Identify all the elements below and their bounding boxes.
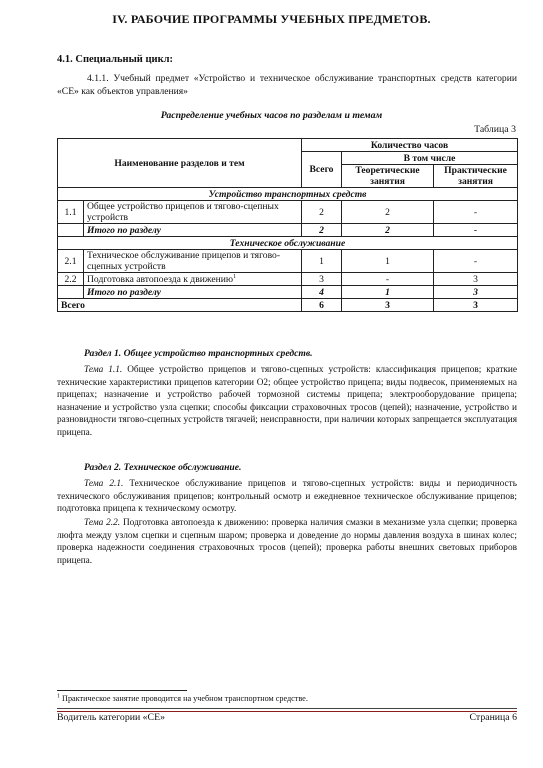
tema-label: Тема 1.1. [84,365,123,375]
tema-text: Подготовка автопоезда к движению: проверка наличия смазки в механизме узла сцепки; проверка люфта между узлом сцепки и сцепным шаром; проверка и доведение до нормы давления воздуха в шинах колес; проверка надежности соединения страховочных тросов (цепей); проверка работы внешних световых приборов прицепа. [57,518,517,566]
header-practice-col: Практические занятия [434,165,518,188]
footnote-divider [57,690,187,691]
footer-left: Водитель категории «СЕ» [57,712,165,723]
subtotal-practice: - [434,224,518,237]
row-practice: - [434,201,518,224]
header-including-col: В том числе [342,152,518,165]
subtotal-theory: 2 [342,224,434,237]
row-total: 3 [302,273,342,286]
distribution-caption: Распределение учебных часов по разделам и темам [160,110,383,121]
subtotal-total: 2 [302,224,342,237]
row-practice: - [434,250,518,273]
section-2-paragraph-1 [57,478,517,516]
tema-text: Техническое обслуживание прицепов и тягово-сцепных устройств: виды и периодичность технического обслуживания прицепов; контрольный осмотр и ежедневное техническое обслуживание прицепов; подготовка прицепа к техническому осмотру. [57,479,517,515]
subtotal-practice: 3 [434,286,518,299]
subtotal-theory: 1 [342,286,434,299]
grand-total-practice: 3 [434,299,518,312]
subject-intro [57,72,517,98]
header-total-col: Всего [302,152,342,188]
header-name-col: Наименование разделов и тем [58,139,302,188]
page-number: Страница 6 [469,712,517,723]
footnote-number: 1 [57,693,60,700]
tema-label: Тема 2.2. [84,518,121,528]
subtotal-total: 4 [302,286,342,299]
subtotal-row [58,224,518,237]
table-row [58,250,518,273]
row-name [84,273,302,286]
row-name-text: Подготовка автопоезда к движению [87,273,234,285]
footnote [57,694,308,703]
header-hours-col: Количество часов [302,139,518,152]
row-total: 1 [302,250,342,273]
chapter-heading: IV. РАБОЧИЕ ПРОГРАММЫ УЧЕБНЫХ ПРЕДМЕТОВ. [112,12,431,26]
row-num: 2.2 [58,273,84,286]
subject-intro-text: 4.1.1. Учебный предмет «Устройство и техническое обслуживание транспортных средств категории «СЕ» как объектов управления» [57,73,517,97]
section-1-heading: Раздел 1. Общее устройство транспортных средств. [84,348,313,359]
empty-cell [58,286,84,299]
footnote-text: Практическое занятие проводится на учебном транспортном средстве. [62,694,308,703]
row-total: 2 [302,201,342,224]
section-2-title: Техническое обслуживание [58,237,518,250]
row-num: 1.1 [58,201,84,224]
tema-text: Общее устройство прицепов и тягово-сцепных устройств: классификация прицепов; краткие технические характеристики прицепов категории О2; общее устройство прицепа; виды подвесок, применяемых на прицепах; назначение и устройство рабочей тормозной системы прицепа; электрооборудование прицепа; назначение и устройство узла сцепки; способы фиксации страховочных тросов (цепей); назначение, устройство и разновидности тягово-сцепных устройств тягачей; неисправности, при наличии которых запрещается эксплуатация прицепа. [57,365,517,438]
table-number: Таблица 3 [474,124,516,135]
grand-total-row [58,299,518,312]
section-1-paragraph [57,364,517,440]
subtotal-label: Итого по разделу [84,286,302,299]
row-theory: 2 [342,201,434,224]
grand-total-theory: 3 [342,299,434,312]
section-2-heading: Раздел 2. Техническое обслуживание. [84,462,242,473]
subtotal-row [58,286,518,299]
header-theory-col: Теоретические занятия [342,165,434,188]
footnote-mark: 1 [233,273,237,280]
tema-label: Тема 2.1. [84,479,124,489]
section-2-paragraph-2 [57,517,517,567]
table-row [58,273,518,286]
section-1-title: Устройство транспортных средств [58,188,518,201]
row-practice: 3 [434,273,518,286]
grand-total-total: 6 [302,299,342,312]
subtotal-label: Итого по разделу [84,224,302,237]
hours-table [57,138,518,312]
empty-cell [58,224,84,237]
row-num: 2.1 [58,250,84,273]
table-row [58,201,518,224]
grand-total-label: Всего [58,299,302,312]
section-title: 4.1. Специальный цикл: [57,54,174,65]
table-section-row [58,188,518,201]
row-theory: - [342,273,434,286]
table-section-row [58,237,518,250]
row-theory: 1 [342,250,434,273]
row-name: Техническое обслуживание прицепов и тягово-сцепных устройств [84,250,302,273]
row-name: Общее устройство прицепов и тягово-сцепных устройств [84,201,302,224]
